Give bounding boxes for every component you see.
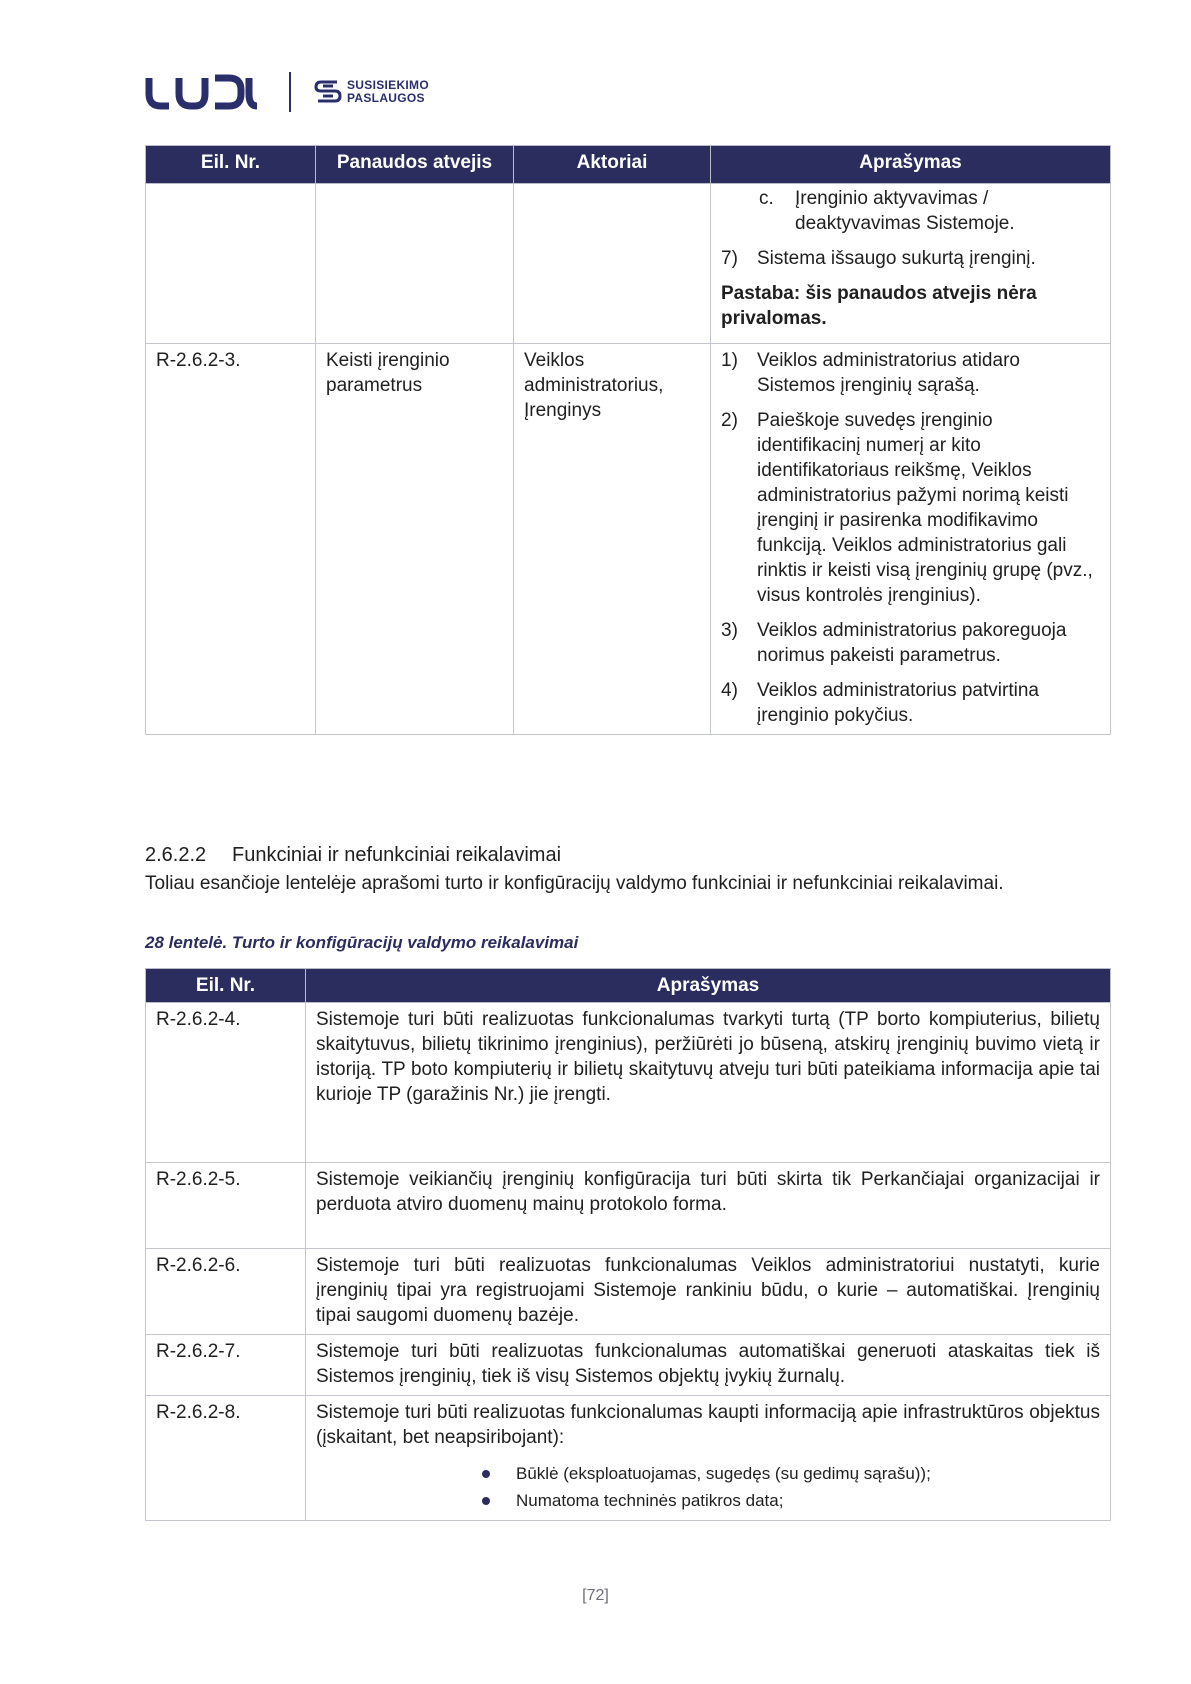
susisiekimo-paslaugos-logo bbox=[313, 78, 429, 106]
col-header-use-case: Panaudos atvejis bbox=[316, 146, 514, 184]
table-cell bbox=[514, 184, 711, 344]
judu-logo bbox=[145, 74, 263, 110]
list-item: Numatoma techninės patikros data; bbox=[516, 1487, 1100, 1514]
table-row bbox=[146, 344, 1111, 735]
table-row bbox=[146, 1335, 1111, 1396]
bullet-icon bbox=[482, 1497, 490, 1505]
list-item: 7) Sistema išsaugo sukurtą įrenginį. bbox=[721, 248, 1036, 269]
row-id: R-2.6.2-3. bbox=[146, 344, 316, 735]
row-text: Sistemoje turi būti realizuotas funkcionalumas kaupti informaciją apie infrastruktūros objektus (įskaitant, bet neapsiribojant): bbox=[316, 1402, 1100, 1448]
requirements-table bbox=[145, 968, 1111, 1521]
list-item: Būklė (eksploatuojamas, sugedęs (su gedimų sąrašu)); bbox=[516, 1460, 1100, 1487]
section-number: 2.6.2.2 bbox=[145, 844, 207, 866]
table-row bbox=[146, 1249, 1111, 1335]
table-row bbox=[146, 184, 1111, 344]
ss-logo-mark-icon bbox=[313, 78, 343, 106]
note-text: Pastaba: šis panaudos atvejis nėra privalomas. bbox=[721, 283, 1037, 329]
logo-line-1: SUSISIEKIMO bbox=[347, 78, 429, 92]
row-id: R-2.6.2-4. bbox=[146, 1003, 306, 1163]
row-id: R-2.6.2-6. bbox=[146, 1249, 306, 1335]
row-id: R-2.6.2-5. bbox=[146, 1163, 306, 1249]
col-header-actors: Aktoriai bbox=[514, 146, 711, 184]
description-cell bbox=[306, 1396, 1111, 1521]
table-cell bbox=[146, 184, 316, 344]
table-row bbox=[146, 1163, 1111, 1249]
row-id: R-2.6.2-8. bbox=[146, 1396, 306, 1521]
row-text: Sistemoje turi būti realizuotas funkcionalumas automatiškai generuoti ataskaitas tiek iš Sistemos įrenginių, tiek iš visų Sistemos objektų įvykių žurnalų. bbox=[306, 1335, 1111, 1396]
row-text: Sistemoje turi būti realizuotas funkcionalumas Veiklos administratoriui nustatyti, kurie įrenginių tipai yra registruojami Sistemoje rankiniu būdu, o kurie – automatiškai. Įrenginių tipai saugomi duomenų bazėje. bbox=[306, 1249, 1111, 1335]
svg-text:JUDU: JUDU bbox=[145, 74, 148, 75]
table-row bbox=[146, 1396, 1111, 1521]
section-intro: Toliau esančioje lentelėje aprašomi turto ir konfigūracijų valdymo funkciniai ir nefunkciniai reikalavimai. bbox=[145, 873, 1004, 894]
description-cell bbox=[711, 344, 1111, 735]
bullet-icon bbox=[482, 1470, 490, 1478]
page-number: [72] bbox=[582, 1587, 609, 1604]
row-id: R-2.6.2-7. bbox=[146, 1335, 306, 1396]
section-heading bbox=[145, 844, 561, 867]
row-actors: Veiklos administratorius, Įrenginys bbox=[514, 344, 711, 735]
list-item: 1) Veiklos administratorius atidaro Sistemos įrenginių sąrašą. bbox=[721, 350, 1020, 396]
col-header-description: Aprašymas bbox=[711, 146, 1111, 184]
table-cell bbox=[316, 184, 514, 344]
col-header-id: Eil. Nr. bbox=[146, 146, 316, 184]
bullet-list bbox=[316, 1460, 1100, 1514]
list-item: 4) Veiklos administratorius patvirtina įrenginio pokyčius. bbox=[721, 680, 1039, 726]
section-title: Funkciniai ir nefunkciniai reikalavimai bbox=[232, 844, 562, 866]
list-item: c. Įrenginio aktyvavimas / deaktyvavimas Sistemoje. bbox=[759, 188, 1015, 234]
logo-divider bbox=[289, 72, 291, 112]
table-header-row bbox=[146, 146, 1111, 184]
row-use-case: Keisti įrenginio parametrus bbox=[316, 344, 514, 735]
steps-list bbox=[721, 246, 1100, 271]
use-case-table bbox=[145, 145, 1111, 735]
row-text: Sistemoje veikiančių įrenginių konfigūracija turi būti skirta tik Perkančiajai organizacijai ir perduota atviro duomenų mainų protokolo forma. bbox=[306, 1163, 1111, 1249]
description-cell bbox=[711, 184, 1111, 344]
col-header-description: Aprašymas bbox=[306, 969, 1111, 1003]
page-header bbox=[145, 70, 429, 114]
logo-line-2: PASLAUGOS bbox=[347, 91, 425, 105]
table-caption: 28 lentelė. Turto ir konfigūracijų valdymo reikalavimai bbox=[145, 933, 579, 952]
row-text: Sistemoje turi būti realizuotas funkcionalumas tvarkyti turtą (TP borto kompiuterius, bilietų skaitytuvus, bilietų tikrinimo įrenginius), peržiūrėti jo būseną, atskirų įrenginių buvimo vietą ir istoriją. TP boto kompiuterių ir bilietų skaitytuvų atveju turi būti pateikiama informacija apie tai kurioje TP (garažinis Nr.) jie įrengti. bbox=[306, 1003, 1111, 1163]
col-header-id: Eil. Nr. bbox=[146, 969, 306, 1003]
steps-list bbox=[721, 348, 1100, 728]
judu-logo-graphic bbox=[145, 74, 263, 110]
table-header-row bbox=[146, 969, 1111, 1003]
table-row bbox=[146, 1003, 1111, 1163]
list-item: 3) Veiklos administratorius pakoreguoja norimus pakeisti parametrus. bbox=[721, 620, 1067, 666]
list-item: 2) Paieškoje suvedęs įrenginio identifikacinį numerį ar kito identifikatoriaus reikšmę, Veiklos administratorius pažymi norimą keisti įrenginį ir pasirenka modifikavimo funkciją. Veiklos administratorius gali rinktis ir keisti visą įrenginių grupę (pvz., visus kontrolės įrenginius). bbox=[721, 410, 1093, 606]
